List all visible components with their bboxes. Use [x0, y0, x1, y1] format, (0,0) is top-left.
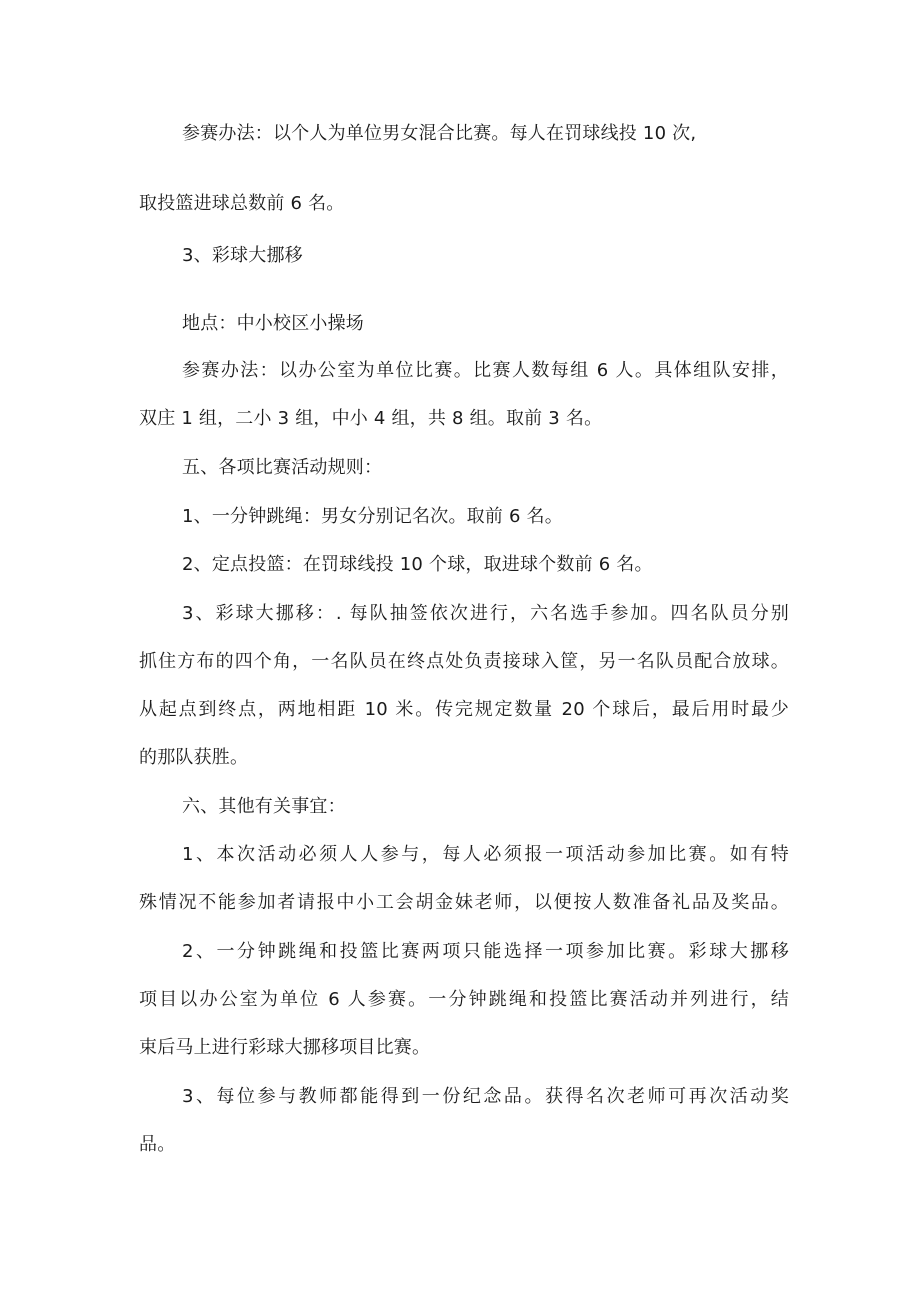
text-line: 2、定点投篮：在罚球线投 10 个球，取进球个数前 6 名。 [182, 554, 653, 575]
text-line: 双庄 1 组，二小 3 组，中小 4 组，共 8 组。取前 3 名。 [139, 408, 603, 429]
text-line: 3、每位参与教师都能得到一份纪念品。获得名次老师可再次活动奖 [182, 1086, 789, 1107]
section-heading: 五、各项比赛活动规则： [182, 457, 383, 478]
text-line: 2、一分钟跳绳和投篮比赛两项只能选择一项参加比赛。彩球大挪移 [182, 941, 789, 962]
text-line: 殊情况不能参加者请报中小工会胡金妹老师，以便按人数准备礼品及奖品。 [139, 892, 789, 913]
text-line: 1、本次活动必须人人参与，每人必须报一项活动参加比赛。如有特 [182, 844, 789, 865]
text-line: 地点：中小校区小操场 [182, 313, 364, 334]
text-line: 参赛办法：以个人为单位男女混合比赛。每人在罚球线投 10 次, [182, 123, 697, 144]
text-line: 取投篮进球总数前 6 名。 [139, 193, 345, 214]
section-heading: 3、彩球大挪移 [182, 245, 303, 266]
text-line: 从起点到终点，两地相距 10 米。传完规定数量 20 个球后，最后用时最少 [139, 699, 789, 720]
text-line: 3、彩球大挪移：. 每队抽签依次进行，六名选手参加。四名队员分别 [182, 603, 789, 624]
text-line: 项目以办公室为单位 6 人参赛。一分钟跳绳和投篮比赛活动并列进行，结 [139, 989, 789, 1010]
text-line: 的那队获胜。 [139, 747, 249, 768]
text-line: 参赛办法：以办公室为单位比赛。比赛人数每组 6 人。具体组队安排， [182, 360, 789, 381]
text-line: 品。 [139, 1134, 176, 1155]
text-line: 抓住方布的四个角，一名队员在终点处负责接球入筐，另一名队员配合放球。 [139, 651, 789, 672]
text-line: 束后马上进行彩球大挪移项目比赛。 [139, 1037, 431, 1058]
text-line: 1、一分钟跳绳：男女分别记名次。取前 6 名。 [182, 506, 563, 527]
section-heading: 六、其他有关事宜： [182, 796, 346, 817]
